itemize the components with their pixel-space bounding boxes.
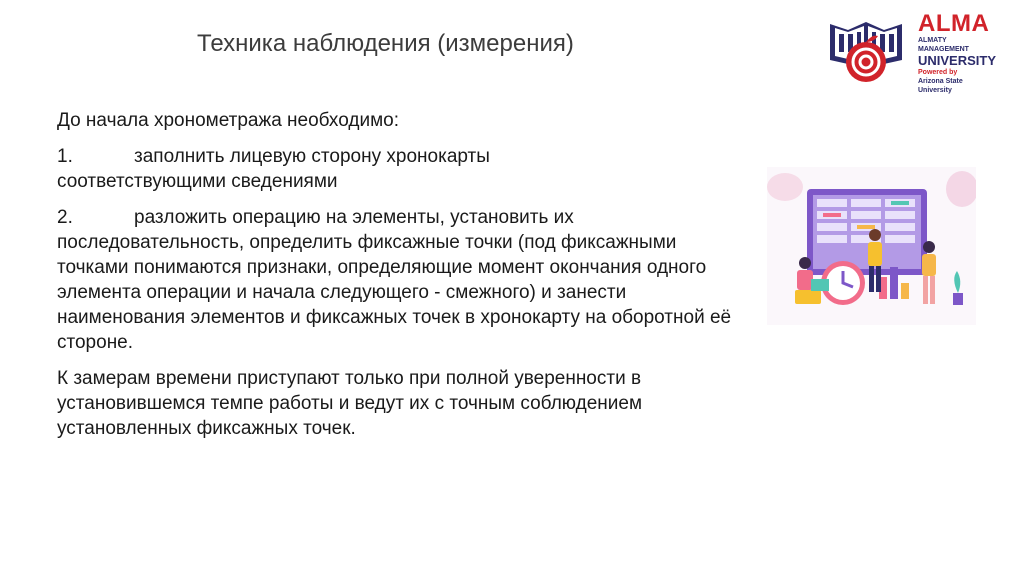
item-text-line1: разложить операцию на элементы, установить их (134, 207, 574, 228)
item-text-rest: соответствующими сведениями (57, 171, 338, 192)
slide-body (57, 108, 747, 452)
university-logo (826, 10, 997, 94)
logo-text (918, 12, 996, 95)
list-item (57, 205, 747, 355)
closing-text: К замерам времени приступают только при полной уверенности в установившемся темпе работы и ведут их с точным соблюдением установленных фиксажных точек. (57, 368, 643, 439)
slide-title: Техника наблюдения (измерения) (197, 30, 574, 57)
item-text-rest: последовательность, определить фиксажные точки (под фиксажными точками понимаются признаки, определяющие момент окончания одного элемента операции и начала следующего - смежного) и занести наименования элементов и фиксажных точек в хронокарту на оборотной её стороне. (57, 232, 732, 353)
book-apple-icon (826, 12, 916, 84)
item-number: 2. (57, 207, 73, 228)
logo-subtitle-1: ALMATY MANAGEMENT (918, 37, 969, 53)
item-text-line1: заполнить лицевую сторону хронокарты (134, 146, 490, 167)
list-item (57, 144, 747, 194)
planning-team-illustration (767, 167, 976, 325)
intro-text: До начала хронометража необходимо: (57, 110, 399, 131)
logo-powered-by: Powered by (918, 69, 958, 76)
logo-partner: Arizona State University (918, 78, 963, 94)
item-number: 1. (57, 146, 73, 167)
logo-name: ALMA (918, 10, 990, 37)
logo-subtitle-2: UNIVERSITY (918, 53, 997, 68)
